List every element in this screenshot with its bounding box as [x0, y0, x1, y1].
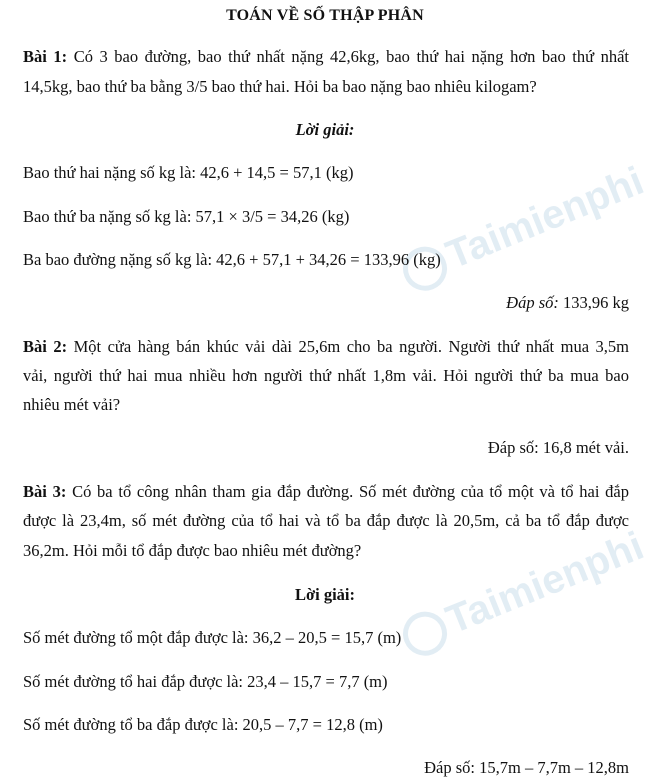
bai2-line3: nhiêu mét vải?: [23, 395, 121, 414]
bai1-line1: [23, 47, 629, 67]
bai3-line2: được là 23,4m, số mét đường của tổ hai và tổ ba đắp được là 20,5m, cả ba tổ đắp được: [23, 511, 629, 530]
bai1-label: Bài 1:: [23, 47, 68, 66]
bai3-step3: Số mét đường tổ ba đắp được là: 20,5 – 7,7 = 12,8 (m): [23, 715, 383, 734]
bai3-text1: Có ba tổ công nhân tham gia đắp đường. Số mét đường của tổ một và tổ hai đắp: [66, 482, 629, 501]
bai3-line1: [23, 482, 629, 502]
bai3-step1: Số mét đường tổ một đắp được là: 36,2 – 20,5 = 15,7 (m): [23, 628, 402, 647]
bai1-step1: Bao thứ hai nặng số kg là: 42,6 + 14,5 = 57,1 (kg): [23, 163, 354, 182]
bai3-label: Bài 3:: [23, 482, 67, 501]
bai1-solution-heading: Lời giải:: [295, 120, 355, 139]
bai3-solution-heading: Lời giải:: [294, 585, 355, 604]
bai3-answer: [23, 758, 629, 778]
bai1-answer-value: 133,96 kg: [558, 293, 629, 312]
bai3-line3: 36,2m. Hỏi mỗi tổ đắp được bao nhiêu mét đường?: [23, 541, 362, 560]
watermark-text: Taimienphi: [440, 523, 650, 643]
watermark-text: Taimienphi: [440, 158, 650, 278]
bai2-line2: vải, người thứ hai mua nhiều hơn người thứ nhất 1,8m vải. Hỏi người thứ ba mua bao: [23, 366, 629, 385]
bai1-step2: Bao thứ ba nặng số kg là: 57,1 × 3/5 = 34,26 (kg): [23, 207, 350, 226]
bai3-answer-label: Đáp số:: [424, 758, 475, 777]
bai1-step3: Ba bao đường nặng số kg là: 42,6 + 57,1 + 34,26 = 133,96 (kg): [23, 250, 441, 269]
bai2-label: Bài 2:: [23, 337, 68, 356]
bai1-answer-label: Đáp số:: [506, 293, 559, 312]
bai2-answer: Đáp số: 16,8 mét vải.: [487, 438, 629, 457]
bai2-text1: Một cửa hàng bán khúc vải dài 25,6m cho ba người. Người thứ nhất mua 3,5m: [67, 337, 629, 356]
bai1-text1: Có 3 bao đường, bao thứ nhất nặng 42,6kg, bao thứ hai nặng hơn bao thứ nhất: [67, 47, 629, 66]
bai1-answer: [23, 293, 629, 313]
page-title: TOÁN VỀ SỐ THẬP PHÂN: [226, 7, 424, 24]
bai3-answer-value: 15,7m – 7,7m – 12,8m: [474, 758, 629, 777]
bai1-line2: 14,5kg, bao thứ ba bằng 3/5 bao thứ hai. Hỏi ba bao nặng bao nhiêu kilogam?: [23, 77, 537, 96]
bai2-line1: [23, 337, 629, 357]
bai3-step2: Số mét đường tổ hai đắp được là: 23,4 – 15,7 = 7,7 (m): [23, 672, 388, 691]
